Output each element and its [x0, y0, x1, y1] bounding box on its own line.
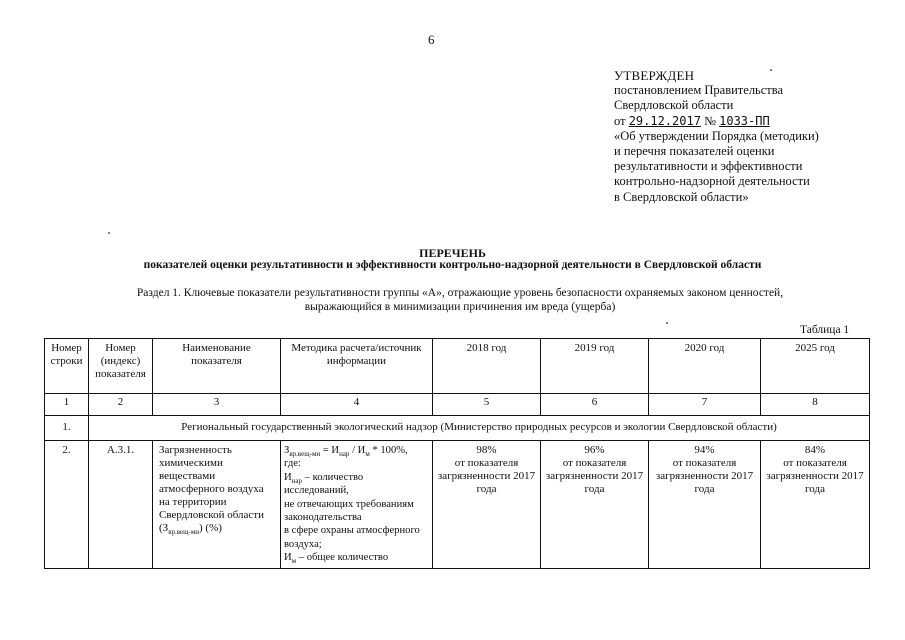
approval-line: в Свердловской области» [614, 189, 749, 204]
region-title: Региональный государственный экологический надзор (Министерство природных ресурсов и экологии Свердловской области) [89, 416, 870, 441]
column-number: 3 [153, 394, 281, 416]
formula-where: где: [284, 458, 301, 470]
target-percent: 94% [694, 444, 715, 456]
definition-inar [284, 471, 429, 498]
page-number: 6 [428, 32, 435, 47]
date-prefix: от [614, 113, 626, 128]
header-cell: 2018 год [433, 339, 541, 394]
approval-heading: УТВЕРЖДЕН [614, 68, 695, 83]
indicator-name-subscript: вр.вещ-ми [168, 528, 200, 537]
row-number: 2. [45, 441, 89, 569]
header-cell: Номер строки [45, 339, 89, 394]
formula-part: = И [320, 445, 340, 456]
number-sign: № [704, 113, 716, 128]
indicator-name-tail: ) (%) [199, 522, 222, 534]
target-percent: 98% [476, 444, 497, 456]
definition-symbol: И [284, 471, 292, 483]
section-heading [80, 286, 840, 314]
column-number: 8 [761, 394, 870, 416]
formula [284, 444, 429, 457]
target-note: от показателя загрязненности 2017 года [655, 457, 754, 495]
approval-line: и перечня показателей оценки [614, 144, 775, 159]
column-number: 4 [281, 394, 433, 416]
header-cell: 2019 год [541, 339, 649, 394]
definition-continued: не отвечающих требованиям законодательства [284, 498, 414, 524]
column-number: 5 [433, 394, 541, 416]
header-cell: 2020 год [649, 339, 761, 394]
column-number: 6 [541, 394, 649, 416]
column-number: 1 [45, 394, 89, 416]
target-note: от показателя загрязненности 2017 года [766, 457, 864, 495]
indicator-name [153, 441, 281, 569]
document-subtitle: показателей оценки результативности и эффективности контрольно-надзорной деятельности в Свердловской области [143, 259, 762, 271]
section-line: выражающийся в минимизации причинения им вреда (ущерба) [304, 301, 616, 313]
definition-subscript: м [291, 557, 297, 566]
target-note: от показателя загрязненности 2017 года [545, 457, 644, 495]
target-2025 [761, 441, 870, 569]
formula-part: * 100%, [369, 445, 408, 456]
indicator-row [45, 441, 870, 569]
definition-im [284, 551, 429, 564]
target-note: от показателя загрязненности 2017 года [437, 457, 536, 495]
region-row [45, 416, 870, 441]
approval-date-line [614, 114, 819, 129]
scan-speck [770, 69, 772, 71]
formula-subscript: нар [339, 450, 350, 459]
header-cell: Методика расчета/источник информации [281, 339, 433, 394]
document-title: ПЕРЕЧЕНЬ [419, 246, 486, 260]
definition-symbol: И [284, 552, 292, 564]
scan-speck [108, 232, 110, 234]
approval-line: «Об утверждении Порядка (методики) [614, 128, 819, 143]
row-number: 1. [45, 416, 89, 441]
target-2020 [649, 441, 761, 569]
approval-line: результативности и эффективности [614, 159, 803, 174]
approval-line: постановлением Правительства [614, 83, 784, 98]
header-row [45, 339, 870, 394]
target-percent: 96% [584, 444, 605, 456]
indicators-table [44, 338, 870, 569]
target-percent: 84% [804, 444, 826, 456]
formula-subscript: м [365, 450, 370, 459]
header-cell: Наименование показателя [153, 339, 281, 394]
approval-stamp [614, 68, 819, 205]
header-cell: 2025 год [761, 339, 870, 394]
header-cell: Номер (индекс) показателя [89, 339, 153, 394]
approval-line: контрольно-надзорной деятельности [614, 174, 810, 189]
column-number-row [45, 394, 870, 416]
table-caption: Таблица 1 [800, 324, 850, 336]
definition-text: – общее количество [296, 552, 389, 564]
indicator-name-text: Загрязненность химическими веществами атмосферного воздуха на территории Свердловской области (З [159, 444, 264, 534]
definition-text: – количество исследований, [284, 471, 364, 497]
formula-part: З [284, 445, 290, 456]
column-number: 2 [89, 394, 153, 416]
calculation-method [281, 441, 433, 569]
scan-speck [666, 322, 668, 324]
formula-part: / И [349, 445, 366, 456]
target-2018 [433, 441, 541, 569]
approval-date: 29.12.2017 [628, 113, 701, 128]
target-2019 [541, 441, 649, 569]
section-line: Раздел 1. Ключевые показатели результативности группы «А», отражающие уровень безопасности охраняемых законом ценностей, [136, 287, 784, 299]
definition-subscript: нар [291, 476, 303, 485]
indicator-index: А.3.1. [89, 441, 153, 569]
approval-line: Свердловской области [614, 98, 734, 113]
approval-number: 1033-ПП [719, 113, 770, 128]
formula-subscript: вр.вещ-ми [289, 450, 321, 459]
column-number: 7 [649, 394, 761, 416]
definition-continued: в сфере охраны атмосферного воздуха; [284, 525, 420, 550]
